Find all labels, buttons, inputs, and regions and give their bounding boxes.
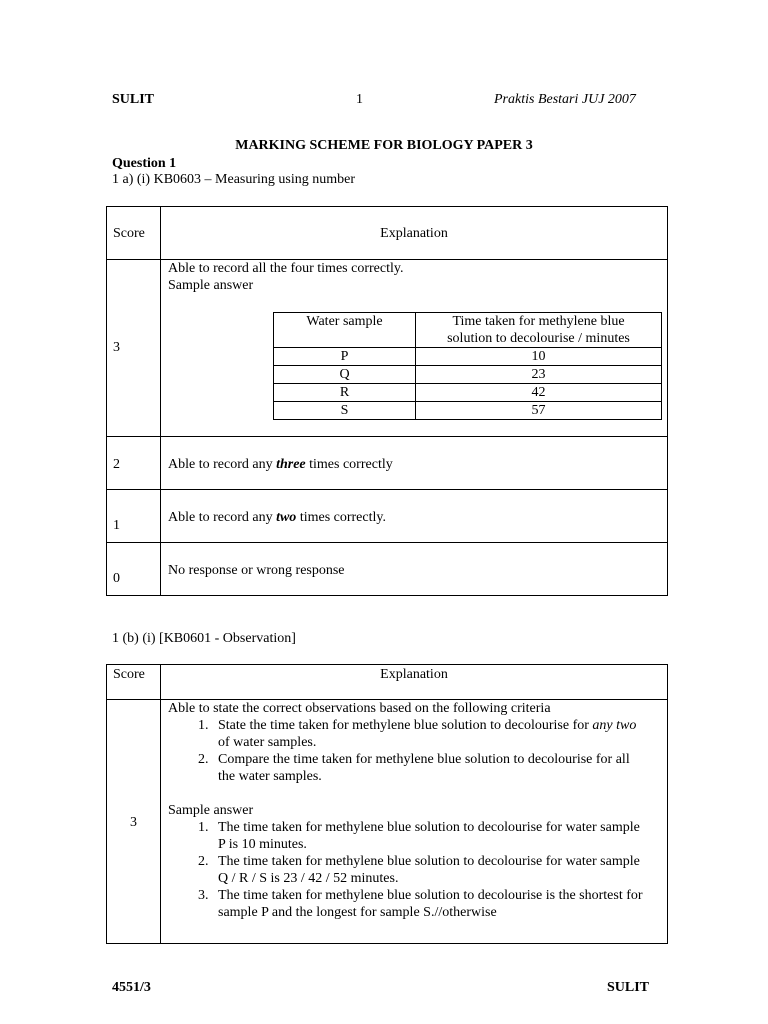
footer-code: 4551/3 xyxy=(112,980,151,995)
table-row xyxy=(107,543,668,596)
list-item: 1. The time taken for methylene blue solution to decolourise for water sample P is 10 minutes. xyxy=(212,819,647,853)
table-row xyxy=(107,490,668,543)
criteria-emph: three xyxy=(276,457,306,472)
col-time-line2: solution to decolourise / minutes xyxy=(447,331,630,346)
criteria-emph: any two xyxy=(592,718,637,733)
time-cell: 42 xyxy=(416,384,662,402)
explanation-header: Explanation xyxy=(161,207,668,260)
table-row xyxy=(107,260,668,437)
sample-cell: Q xyxy=(274,366,416,384)
table-row xyxy=(274,384,662,402)
col-time-line1: Time taken for methylene blue xyxy=(452,314,625,329)
explanation-header: Explanation xyxy=(161,665,668,700)
col-water-sample: Water sample xyxy=(274,313,416,348)
part-b-label: 1 (b) (i) [KB0601 - Observation] xyxy=(112,631,296,646)
part-a-label: 1 a) (i) KB0603 – Measuring using number xyxy=(112,172,356,187)
table-row xyxy=(274,402,662,420)
criteria-pre: State the time taken for methylene blue solution to decolourise for xyxy=(218,718,593,733)
marking-table-a xyxy=(106,206,668,596)
score-cell: 0 xyxy=(107,543,161,596)
sample-answer-list xyxy=(168,819,647,921)
score-cell: 3 xyxy=(107,700,161,944)
list-item xyxy=(212,717,647,751)
page-number: 1 xyxy=(356,92,363,107)
criteria-post: of water samples. xyxy=(218,735,317,750)
explanation-cell: No response or wrong response xyxy=(161,543,668,596)
score-cell: 3 xyxy=(107,260,161,437)
sample-answer-label: Sample answer xyxy=(168,278,254,293)
criteria-post: times correctly. xyxy=(296,510,386,525)
criteria-pre: Able to record any xyxy=(168,510,277,525)
sample-answer-table xyxy=(273,312,662,420)
page-title: MARKING SCHEME FOR BIOLOGY PAPER 3 xyxy=(235,138,533,153)
criteria-post: times correctly xyxy=(305,457,393,472)
explanation-cell xyxy=(161,260,668,437)
score-cell: 1 xyxy=(107,490,161,543)
time-cell: 57 xyxy=(416,402,662,420)
criteria-emph: two xyxy=(276,510,297,525)
list-item: 2. The time taken for methylene blue solution to decolourise for water sample Q / R / S is 23 / 42 / 52 minutes. xyxy=(212,853,647,887)
score-header: Score xyxy=(107,665,161,700)
sample-cell: S xyxy=(274,402,416,420)
header-sulit: SULIT xyxy=(112,92,155,107)
criteria-list xyxy=(168,717,647,785)
list-item: 2. Compare the time taken for methylene blue solution to decolourise for all the water samples. xyxy=(212,751,647,785)
time-cell: 10 xyxy=(416,348,662,366)
footer-sulit: SULIT xyxy=(607,980,650,995)
explanation-cell xyxy=(161,700,668,944)
score-cell: 2 xyxy=(107,437,161,490)
score-header: Score xyxy=(107,207,161,260)
explanation-cell xyxy=(161,490,668,543)
col-time-taken xyxy=(416,313,662,348)
table-row xyxy=(274,348,662,366)
sample-cell: P xyxy=(274,348,416,366)
sample-cell: R xyxy=(274,384,416,402)
table-row xyxy=(107,437,668,490)
explanation-cell xyxy=(161,437,668,490)
table-header-row xyxy=(107,207,668,260)
criteria-text: Able to record all the four times correctly. xyxy=(168,261,404,276)
sample-answer-label: Sample answer xyxy=(168,803,254,818)
table-row xyxy=(274,366,662,384)
question-heading: Question 1 xyxy=(112,156,177,171)
table-header-row xyxy=(107,665,668,700)
marking-table-b xyxy=(106,664,668,944)
table-row xyxy=(107,700,668,944)
list-item: 3. The time taken for methylene blue solution to decolourise is the shortest for sample P and the longest for sample S.//otherwise xyxy=(212,887,647,921)
time-cell: 23 xyxy=(416,366,662,384)
header-title: Praktis Bestari JUJ 2007 xyxy=(494,92,636,107)
criteria-intro: Able to state the correct observations based on the following criteria xyxy=(168,701,551,716)
criteria-pre: Able to record any xyxy=(168,457,277,472)
